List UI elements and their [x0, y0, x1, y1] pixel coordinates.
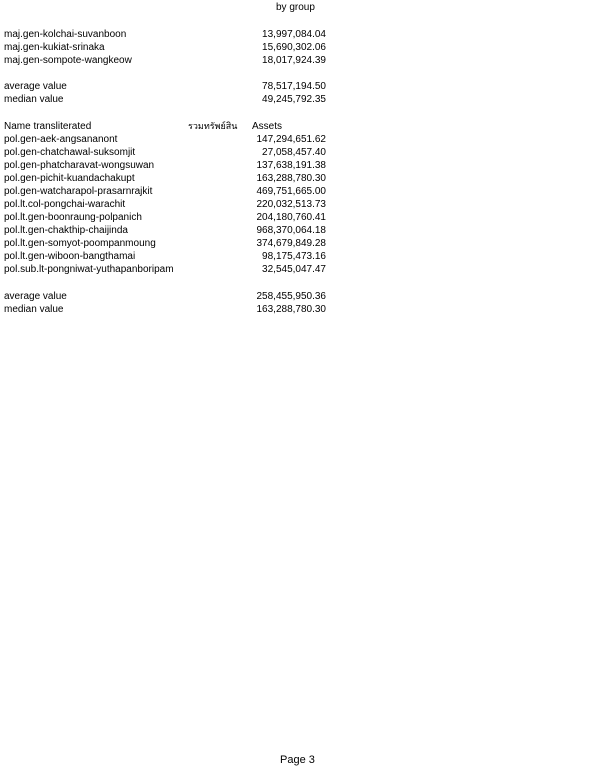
officer-name: pol.lt.gen-somyot-poompanmoung — [4, 238, 156, 249]
median-label: median value — [4, 94, 64, 105]
officer-name: pol.gen-pichit-kuandachakupt — [4, 173, 135, 184]
asset-value: 27,058,457.40 — [262, 147, 326, 158]
table-row — [4, 172, 326, 185]
average-value: 258,455,950.36 — [256, 291, 326, 302]
table-row — [4, 54, 326, 67]
asset-value: 374,679,849.28 — [256, 238, 326, 249]
average-value: 78,517,194.50 — [262, 81, 326, 92]
officer-name: pol.lt.gen-chakthip-chaijinda — [4, 225, 128, 236]
table-row — [4, 237, 326, 250]
table-row — [4, 250, 326, 263]
assets-column-header: Assets — [252, 121, 283, 132]
officer-name: pol.lt.gen-boonraung-polpanich — [4, 212, 142, 223]
asset-value: 163,288,780.30 — [256, 173, 326, 184]
officer-name: maj.gen-sompote-wangkeow — [4, 55, 132, 66]
asset-value: 968,370,064.18 — [256, 225, 326, 236]
officer-name: pol.gen-aek-angsananont — [4, 134, 118, 145]
thai-column-header: รวมทรัพย์สิน — [188, 121, 238, 131]
officer-name: pol.sub.lt-pongniwat-yuthapanboripam — [4, 264, 174, 275]
average-label: average value — [4, 81, 67, 92]
asset-value: 220,032,513.73 — [256, 199, 326, 210]
asset-value: 204,180,760.41 — [256, 212, 326, 223]
table-row — [4, 146, 326, 159]
average-row — [4, 80, 326, 93]
average-label: average value — [4, 291, 67, 302]
officer-name: pol.lt.gen-wiboon-bangthamai — [4, 251, 136, 262]
median-label: median value — [4, 304, 64, 315]
median-value: 163,288,780.30 — [256, 304, 326, 315]
median-row — [4, 303, 326, 316]
officer-name: pol.gen-phatcharavat-wongsuwan — [4, 160, 155, 171]
table-row — [4, 185, 326, 198]
asset-value: 15,690,302.06 — [262, 42, 326, 53]
asset-value: 32,545,047.47 — [262, 264, 326, 275]
page-number: Page 3 — [280, 754, 315, 766]
table-row — [4, 224, 326, 237]
median-row — [4, 93, 326, 106]
asset-value: 469,751,665.00 — [256, 186, 326, 197]
officer-name: pol.gen-watcharapol-prasarnrajkit — [4, 186, 153, 197]
officer-name: maj.gen-kolchai-suvanboon — [4, 29, 127, 40]
average-row — [4, 290, 326, 303]
officer-name: pol.lt.col-pongchai-warachit — [4, 199, 126, 210]
column-header-row — [4, 120, 326, 133]
group-header: by group — [276, 2, 315, 13]
table-row — [4, 159, 326, 172]
asset-value: 137,638,191.38 — [256, 160, 326, 171]
table-row — [4, 41, 326, 54]
table-row — [4, 211, 326, 224]
table-row — [4, 198, 326, 211]
asset-value: 18,017,924.39 — [262, 55, 326, 66]
officer-name: pol.gen-chatchawal-suksomjit — [4, 147, 136, 158]
asset-value: 147,294,651.62 — [256, 134, 326, 145]
name-column-header: Name transliterated — [4, 121, 92, 132]
median-value: 49,245,792.35 — [262, 94, 326, 105]
officer-name: maj.gen-kukiat-srinaka — [4, 42, 105, 53]
asset-value: 13,997,084.04 — [262, 29, 326, 40]
table-row — [4, 133, 326, 146]
asset-value: 98,175,473.16 — [262, 251, 326, 262]
table-row — [4, 28, 326, 41]
table-row — [4, 263, 326, 276]
